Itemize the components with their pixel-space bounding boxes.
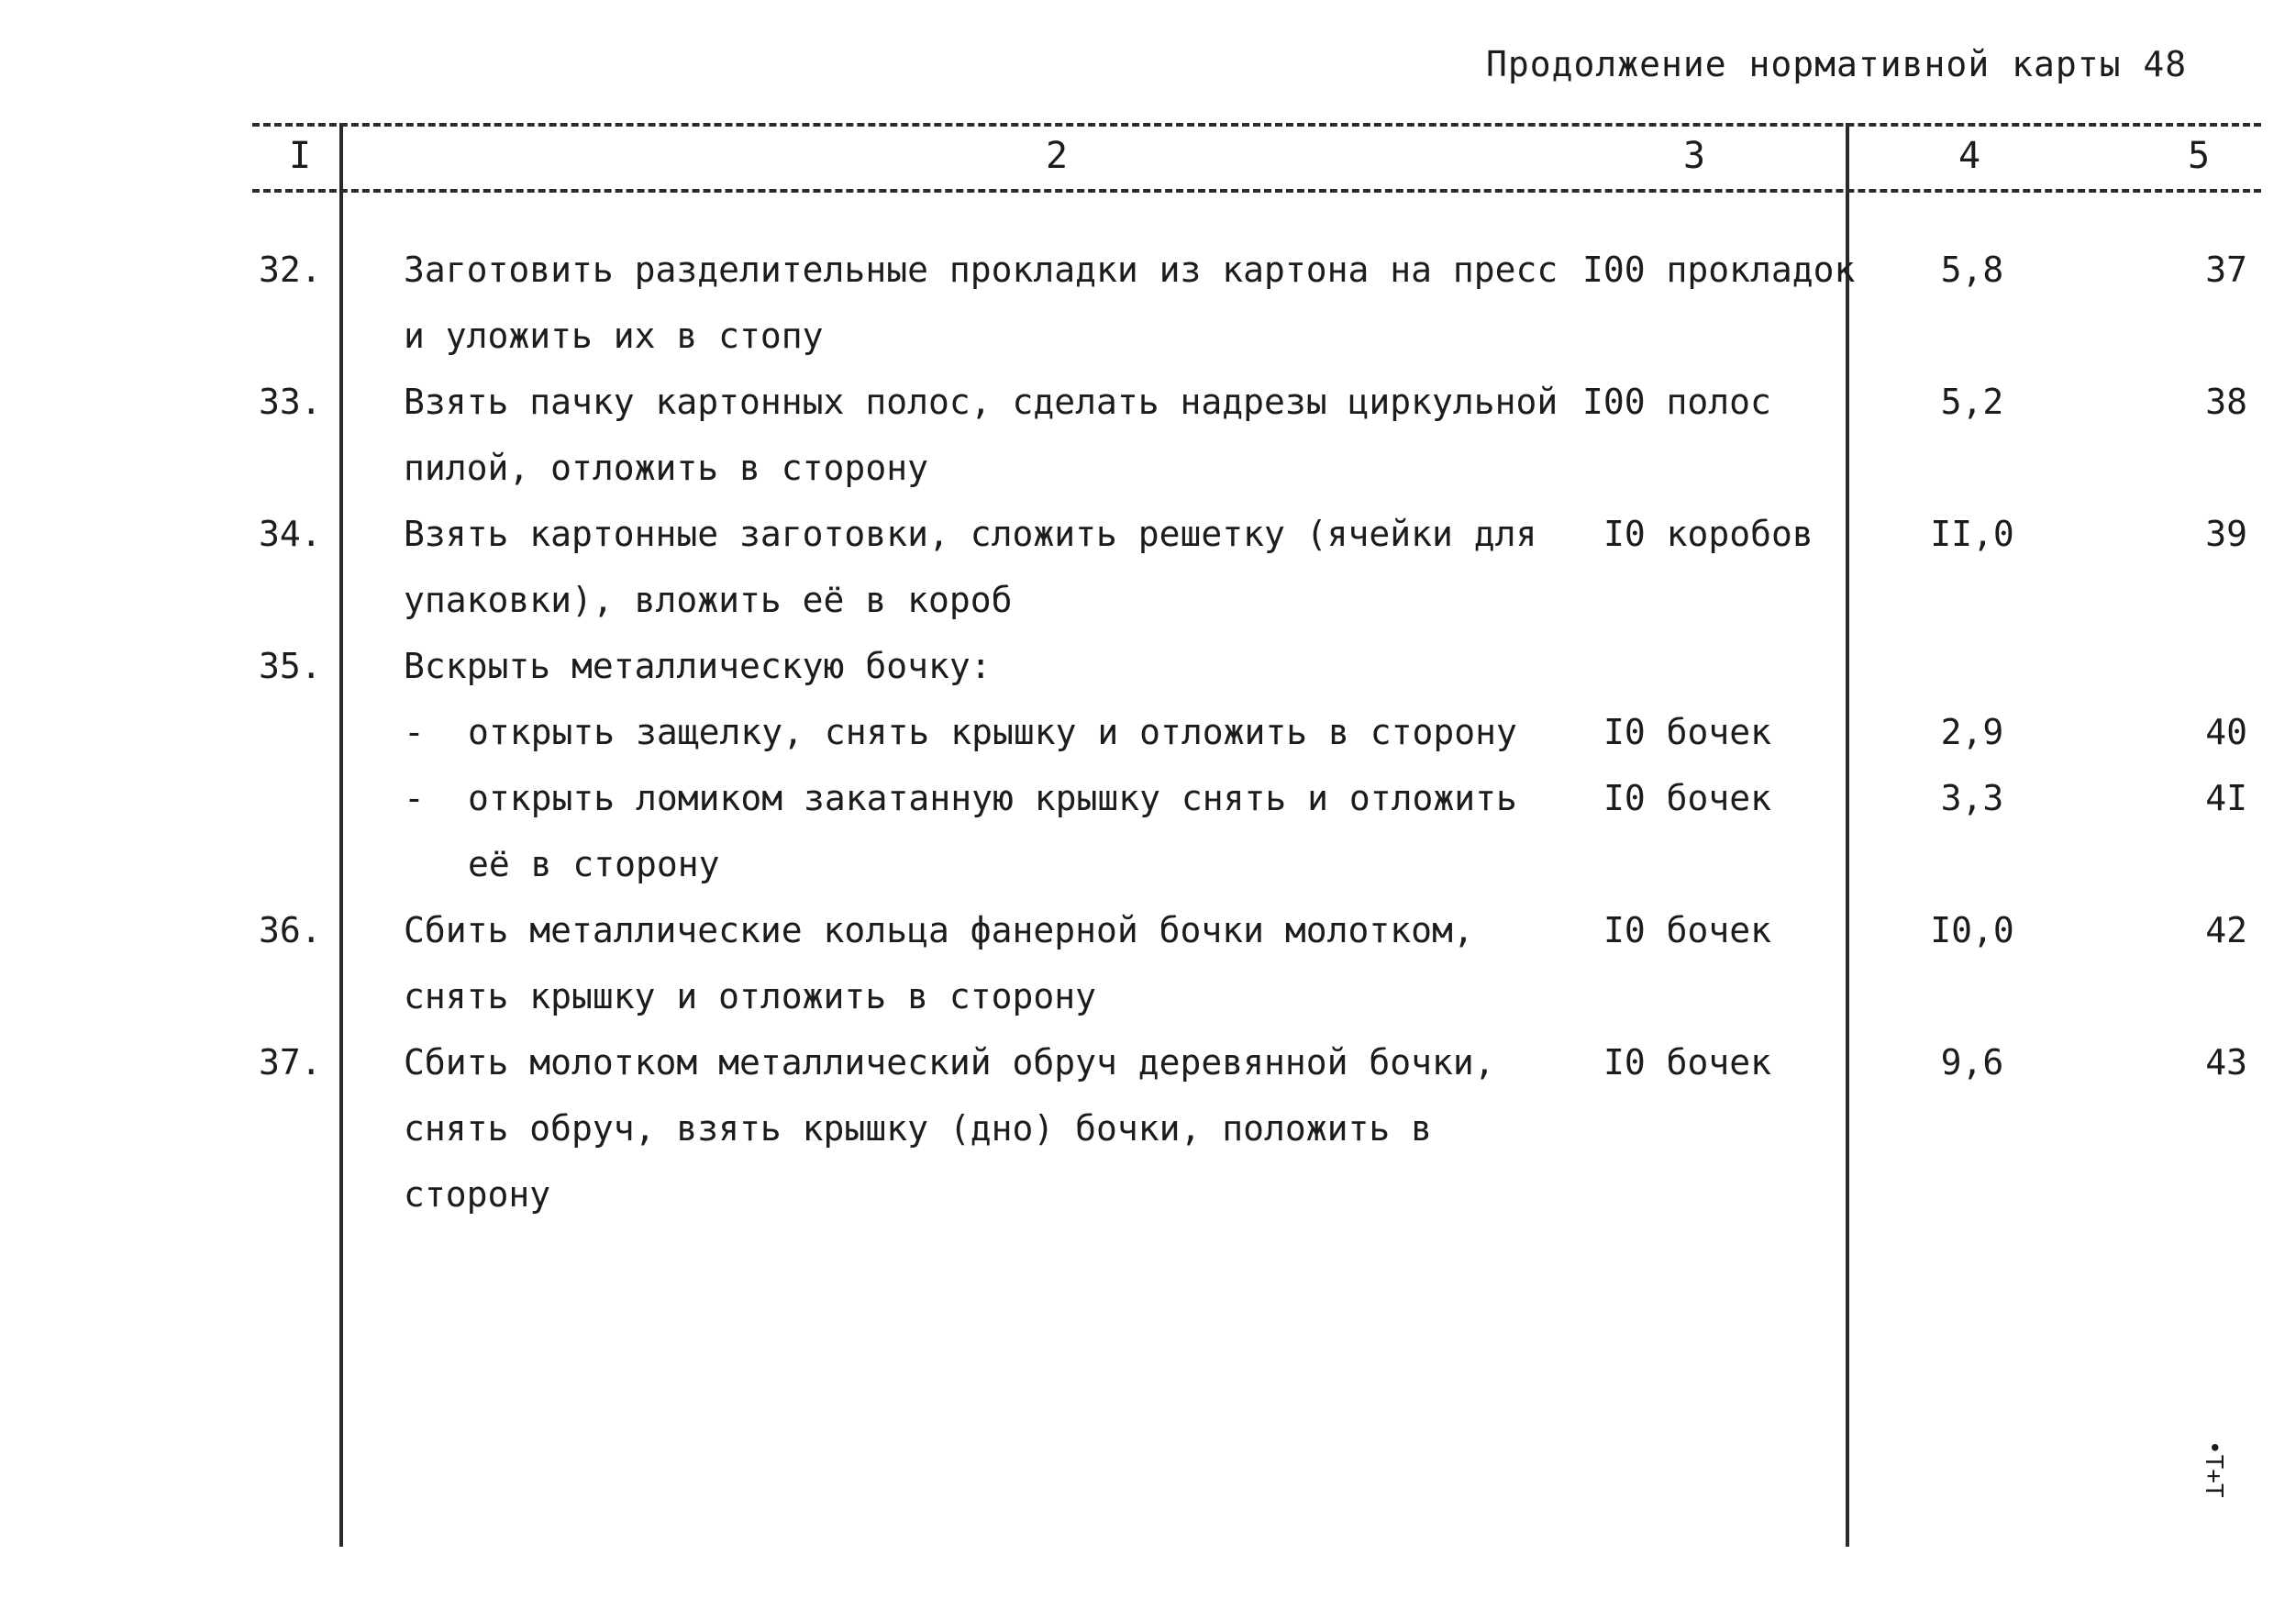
row-number: 34.: [259, 514, 322, 554]
list-dash: -: [404, 712, 425, 752]
row-reference: 39: [2205, 514, 2247, 554]
row-reference: 42: [2205, 910, 2247, 950]
row-number: 32.: [259, 250, 322, 290]
row-text-line: снять крышку и отложить в сторону: [404, 976, 1096, 1016]
row-time-value: 9,6: [1940, 1042, 2004, 1083]
row-text-line: снять обруч, взять крышку (дно) бочки, положить в: [404, 1108, 1433, 1149]
row-text-line: её в сторону: [468, 844, 720, 884]
row-reference: 40: [2205, 712, 2247, 752]
row-text-line: открыть ломиком закатанную крышку снять и отложить: [468, 778, 1517, 818]
row-time-value: II,0: [1930, 514, 2014, 554]
row-text-line: пилой, отложить в сторону: [404, 448, 928, 488]
row-text-line: открыть защелку, снять крышку и отложить в сторону: [468, 712, 1517, 752]
row-reference: 38: [2205, 382, 2247, 422]
row-time-value: 5,8: [1940, 250, 2004, 290]
column-header-1: I: [289, 135, 312, 177]
row-reference: 37: [2205, 250, 2247, 290]
column-divider-1: [339, 123, 343, 1547]
row-number: 35.: [259, 646, 322, 686]
row-reference: 4I: [2205, 778, 2247, 818]
row-unit: I0 бочек: [1603, 712, 1772, 752]
column-header-5: 5: [2188, 135, 2211, 177]
row-text-line: Заготовить разделительные прокладки из картона на пресс: [404, 250, 1558, 290]
column-header-3: 3: [1683, 135, 1706, 177]
list-dash: -: [404, 778, 425, 818]
row-unit: I0 бочек: [1603, 910, 1772, 950]
row-time-value: 2,9: [1940, 712, 2004, 752]
row-unit: I0 бочек: [1603, 778, 1772, 818]
row-unit: I00 полос: [1582, 382, 1771, 422]
column-divider-3: [1846, 123, 1849, 1547]
row-unit: I00 прокладок: [1582, 250, 1856, 290]
column-header-2: 2: [1046, 135, 1069, 177]
row-text-line: Сбить металлические кольца фанерной бочки молотком,: [404, 910, 1474, 950]
row-time-value: 5,2: [1940, 382, 2004, 422]
row-number: 36.: [259, 910, 322, 950]
row-time-value: 3,3: [1940, 778, 2004, 818]
page-title: Продолжение нормативной карты 48: [1486, 44, 2188, 84]
row-unit: I0 коробов: [1603, 514, 1814, 554]
row-reference: 43: [2205, 1042, 2247, 1083]
row-text-line: Взять пачку картонных полос, сделать надрезы циркульной: [404, 382, 1558, 422]
row-text-line: и уложить их в стопу: [404, 316, 824, 356]
table-header-rule: [252, 189, 2261, 193]
row-number: 37.: [259, 1042, 322, 1083]
row-text-line: Взять картонные заготовки, сложить решетку (ячейки для: [404, 514, 1537, 554]
row-text-line: Сбить молотком металлический обруч деревянной бочки,: [404, 1042, 1495, 1083]
row-text-line: сторону: [404, 1174, 551, 1215]
row-unit: I0 бочек: [1603, 1042, 1772, 1083]
row-time-value: I0,0: [1930, 910, 2014, 950]
row-text-line: Вскрыть металлическую бочку:: [404, 646, 992, 686]
margin-note: •T+T: [2200, 1440, 2227, 1498]
row-text-line: упаковки), вложить её в короб: [404, 580, 1013, 620]
row-number: 33.: [259, 382, 322, 422]
column-header-4: 4: [1958, 135, 1981, 177]
